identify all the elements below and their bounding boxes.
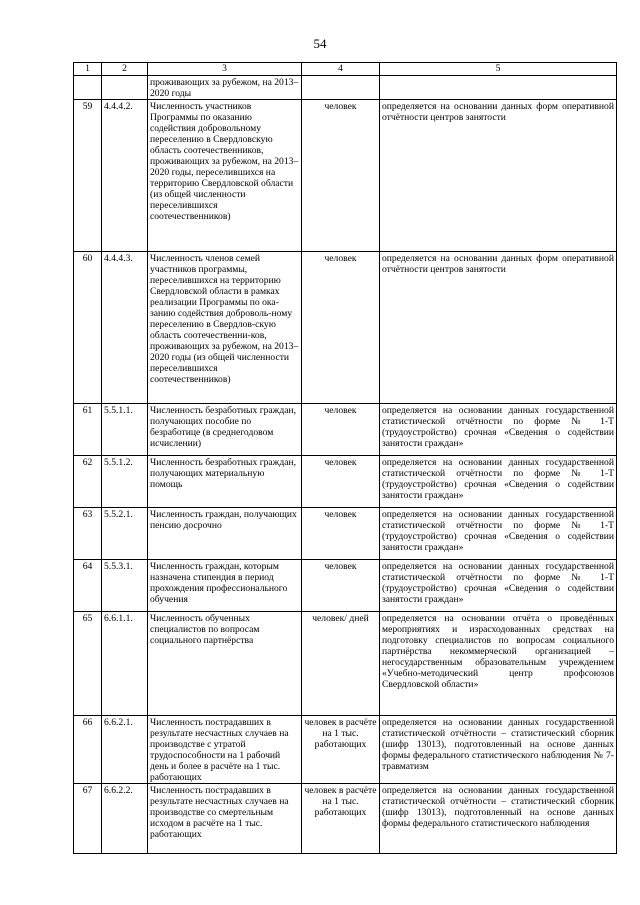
indicators-table — [73, 62, 617, 854]
column-header: 1 — [74, 63, 102, 76]
unit-cell: человек — [302, 508, 380, 560]
table-row — [74, 560, 617, 612]
source-cell: определяется на основании отчёта о проведённых мероприятиях и израсходованных средствах на подготовку специалистов по вопросам социального партнёрства некоммерческой организацией – негосударственным образовательным учреждением «Учебно-методический центр профсоюзов Свердловской области» — [380, 612, 617, 716]
row-number-cell: 66 — [74, 716, 102, 784]
table-row — [74, 76, 617, 100]
source-cell — [380, 76, 617, 100]
row-number-cell: 65 — [74, 612, 102, 716]
source-cell: определяется на основании данных государственной статистической отчётности по форме № 1-Т (трудоустройство) срочная «Сведения о содействии занятости граждан» — [380, 560, 617, 612]
indicator-code-cell: 6.6.2.2. — [102, 784, 148, 854]
table-row — [74, 784, 617, 854]
table-row — [74, 612, 617, 716]
indicator-name-cell: Численность членов семей участников программы, переселившихся на территорию Свердловской области в рамках реализации Программы по ока-занию содействия доброволь-ному переселению в Свердлов-скую область соотечественни-ков, проживающих за рубежом, на 2013–2020 годы (из общей численности переселившихся соотечественников) — [148, 252, 302, 404]
table-row — [74, 404, 617, 456]
unit-cell: человек в расчёте на 1 тыс. работающих — [302, 716, 380, 784]
source-cell: определяется на основании данных государственной статистической отчётности – статистический сборник (шифр 13013), подготовленный на основе данных формы федерального статистического наблюдения — [380, 784, 617, 854]
column-header: 3 — [148, 63, 302, 76]
unit-cell — [302, 76, 380, 100]
source-cell: определяется на основании данных форм оперативной отчётности центров занятости — [380, 100, 617, 252]
unit-cell: человек — [302, 560, 380, 612]
indicator-name-cell: Численность участников Программы по оказанию содействия добровольному переселению в Свердловскую область соотечественников, проживающих за рубежом, на 2013–2020 годы, переселившихся на территорию Свердловской области (из общей численности переселившихся соотечественников) — [148, 100, 302, 252]
indicator-name-cell: Численность пострадавших в результате несчастных случаев на производстве со смертельным исходом в расчёте на 1 тыс. работающих — [148, 784, 302, 854]
source-cell: определяется на основании данных государственной статистической отчётности по форме № 1-Т (трудоустройство) срочная «Сведения о содействии занятости граждан» — [380, 456, 617, 508]
row-number-cell: 59 — [74, 100, 102, 252]
unit-cell: человек — [302, 404, 380, 456]
indicator-name-cell: проживающих за рубежом, на 2013–2020 годы — [148, 76, 302, 100]
indicator-code-cell: 6.6.2.1. — [102, 716, 148, 784]
unit-cell: человек в расчёте на 1 тыс. работающих — [302, 784, 380, 854]
row-number-cell — [74, 76, 102, 100]
source-cell: определяется на основании данных государственной статистической отчётности по форме № 1-Т (трудоустройство) срочная «Сведения о содействии занятости граждан» — [380, 508, 617, 560]
indicator-code-cell: 5.5.3.1. — [102, 560, 148, 612]
indicator-code-cell: 5.5.1.1. — [102, 404, 148, 456]
indicator-code-cell — [102, 76, 148, 100]
row-number-cell: 63 — [74, 508, 102, 560]
row-number-cell: 64 — [74, 560, 102, 612]
column-header: 4 — [302, 63, 380, 76]
indicator-name-cell: Численность граждан, получающих пенсию досрочно — [148, 508, 302, 560]
source-cell: определяется на основании данных форм оперативной отчётности центров занятости — [380, 252, 617, 404]
column-header: 5 — [380, 63, 617, 76]
indicator-name-cell: Численность безработных граждан, получающих пособие по безработице (в среднегодовом исчислении) — [148, 404, 302, 456]
source-cell: определяется на основании данных государственной статистической отчётности – статистический сборник (шифр 13013), подготовленный на основе данных формы федерального статистического наблюдения № 7-травматизм — [380, 716, 617, 784]
indicator-name-cell: Численность граждан, которым назначена стипендия в период прохождения профессионального обучения — [148, 560, 302, 612]
unit-cell: человек — [302, 456, 380, 508]
row-number-cell: 60 — [74, 252, 102, 404]
table-row — [74, 252, 617, 404]
indicator-code-cell: 5.5.1.2. — [102, 456, 148, 508]
unit-cell: человек — [302, 252, 380, 404]
row-number-cell: 62 — [74, 456, 102, 508]
indicator-code-cell: 4.4.4.2. — [102, 100, 148, 252]
table-row — [74, 100, 617, 252]
source-cell: определяется на основании данных государственной статистической отчётности по форме № 1-Т (трудоустройство) срочная «Сведения о содействии занятости граждан» — [380, 404, 617, 456]
table-header-row — [74, 63, 617, 76]
indicator-name-cell: Численность безработных граждан, получающих материальную помощь — [148, 456, 302, 508]
indicator-name-cell: Численность пострадавших в результате несчастных случаев на производстве с утратой трудоспособности на 1 рабочий день и более в расчёте на 1 тыс. работающих — [148, 716, 302, 784]
row-number-cell: 67 — [74, 784, 102, 854]
indicator-code-cell: 5.5.2.1. — [102, 508, 148, 560]
page-number: 54 — [313, 36, 327, 51]
indicator-name-cell: Численность обученных специалистов по вопросам социального партнёрства — [148, 612, 302, 716]
unit-cell: человек — [302, 100, 380, 252]
indicator-code-cell: 6.6.1.1. — [102, 612, 148, 716]
row-number-cell: 61 — [74, 404, 102, 456]
column-header: 2 — [102, 63, 148, 76]
table-row — [74, 456, 617, 508]
unit-cell: человек/ дней — [302, 612, 380, 716]
indicator-code-cell: 4.4.4.3. — [102, 252, 148, 404]
table-row — [74, 716, 617, 784]
table-row — [74, 508, 617, 560]
